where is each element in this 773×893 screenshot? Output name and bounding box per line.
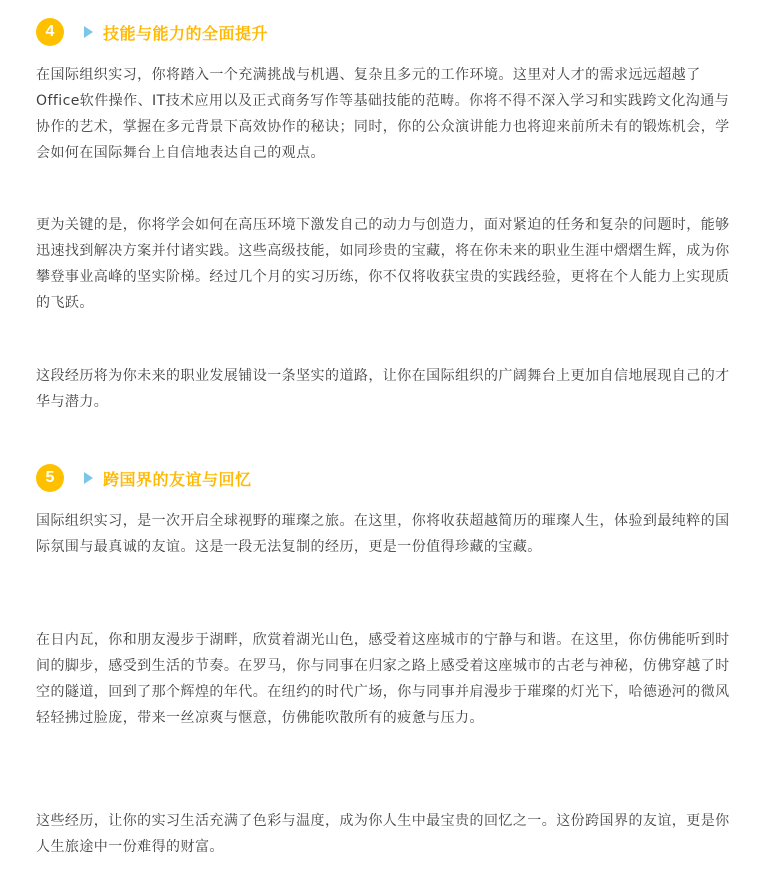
section-title: 跨国界的友谊与回忆 xyxy=(103,469,252,489)
paragraph: 国际组织实习，是一次开启全球视野的璀璨之旅。在这里，你将收获超越简历的璀璨人生，体验到最纯粹的国际氛围与最真诚的友谊。这是一段无法复制的经历，更是一份值得珍藏的宝藏。 xyxy=(36,513,730,555)
paragraph: 在国际组织实习，你将踏入一个充满挑战与机遇、复杂且多元的工作环境。这里对人才的需求远远超越了Office软件操作、IT技术应用以及正式商务写作等基础技能的范畴。你将不得不深入学习和实践跨文化沟通与协作的艺术，掌握在多元背景下高效协作的秘诀；同时，你的公众演讲能力也将迎来前所未有的锻炼机会，学会如何在国际舞台上自信地表达自己的观点。 xyxy=(36,67,730,161)
section-number-badge: 4 xyxy=(36,18,64,46)
section-4-header xyxy=(36,17,268,47)
triangle-right-icon xyxy=(84,472,93,484)
section-number-badge: 5 xyxy=(36,464,64,492)
section-5-header xyxy=(36,463,252,493)
paragraph: 在日内瓦，你和朋友漫步于湖畔，欣赏着湖光山色，感受着这座城市的宁静与和谐。在这里，你仿佛能听到时间的脚步，感受到生活的节奏。在罗马，你与同事在归家之路上感受着这座城市的古老与神秘，仿佛穿越了时空的隧道，回到了那个辉煌的年代。在纽约的时代广场，你与同事并肩漫步于璀璨的灯光下，哈德逊河的微风轻轻拂过脸庞，带来一丝凉爽与惬意，仿佛能吹散所有的疲惫与压力。 xyxy=(36,632,730,726)
paragraph: 这些经历，让你的实习生活充满了色彩与温度，成为你人生中最宝贵的回忆之一。这份跨国界的友谊，更是你人生旅途中一份难得的财富。 xyxy=(36,813,730,855)
triangle-right-icon xyxy=(84,26,93,38)
paragraph: 这段经历将为你未来的职业发展铺设一条坚实的道路，让你在国际组织的广阔舞台上更加自信地展现自己的才华与潜力。 xyxy=(36,368,730,410)
paragraph: 更为关键的是，你将学会如何在高压环境下激发自己的动力与创造力，面对紧迫的任务和复杂的问题时，能够迅速找到解决方案并付诸实践。这些高级技能，如同珍贵的宝藏，将在你未来的职业生涯中熠熠生辉，成为你攀登事业高峰的坚实阶梯。经过几个月的实习历练，你不仅将收获宝贵的实践经验，更将在个人能力上实现质的飞跃。 xyxy=(36,217,730,311)
section-title: 技能与能力的全面提升 xyxy=(103,23,269,43)
